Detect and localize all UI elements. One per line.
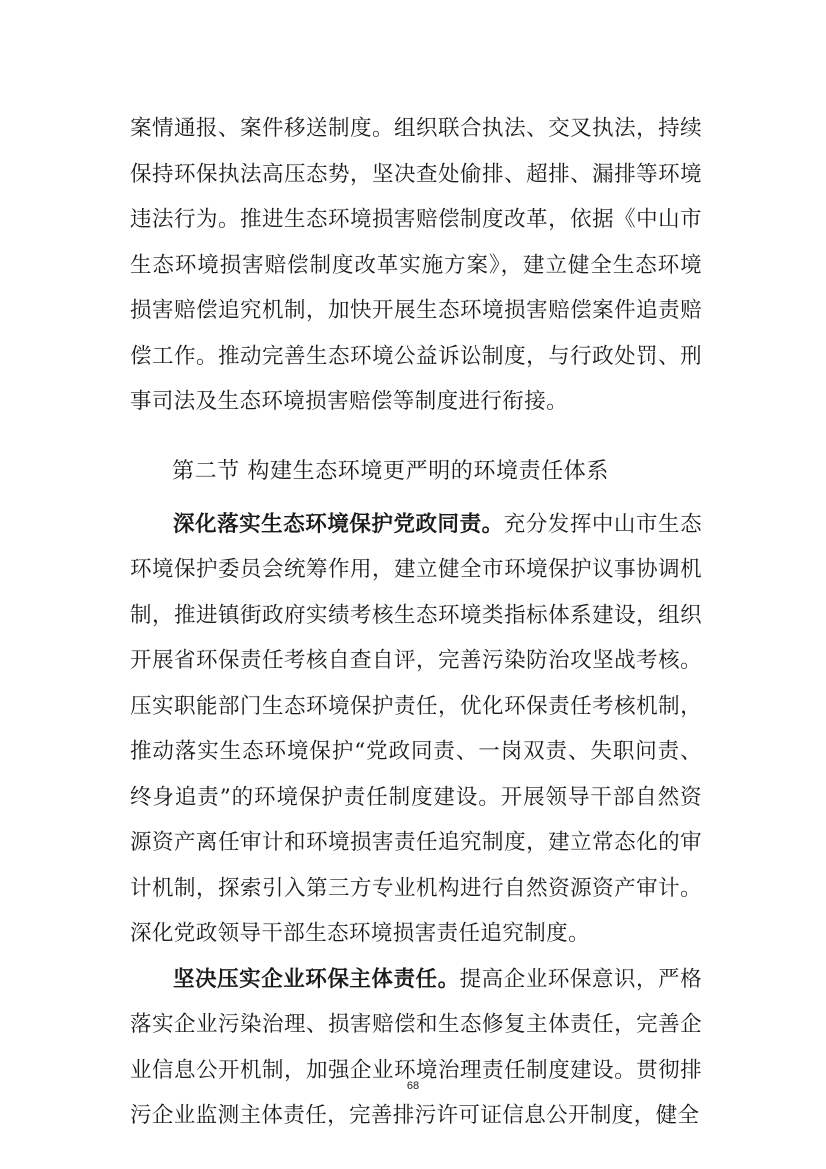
paragraph-lead-text: 坚决压实企业环保主体责任。 [173, 966, 460, 992]
paragraph-lead-text: 深化落实生态环境保护党政同责。 [173, 511, 504, 537]
page-number: 68 [406, 1080, 420, 1092]
paragraph-body-text: 提高企业环保意识，严格落实企业污染治理、损害赔偿和生态修复主体责任，完善企业信息公开机制，加强企业环境治理责任制度建设。贯彻排污企业监测主体责任，完善排污许可证信息公开制度，健全 [130, 966, 703, 1128]
paragraph-case-reporting: 案情通报、案件移送制度。组织联合执法、交叉执法，持续保持环保执法高压态势，坚决查处偷排、超排、漏排等环境违法行为。推进生态环境损害赔偿制度改革，依据《中山市生态环境损害赔偿制度改革实施方案》，建立健全生态环境损害赔偿追究机制，加快开展生态环境损害赔偿案件追责赔偿工作。推动完善生态环境公益诉讼制度，与行政处罚、刑事司法及生态环境损害赔偿等制度进行衔接。 [130, 116, 702, 414]
paragraph-party-government-responsibility [130, 502, 702, 957]
paragraph-enterprise-responsibility [130, 957, 702, 1139]
document-body [130, 106, 702, 1139]
section-heading: 第二节 构建生态环境更严明的环境责任体系 [172, 458, 609, 484]
paragraph-body-text: 充分发挥中山市生态环境保护委员会统筹作用，建立健全市环境保护议事协调机制，推进镇街政府实绩考核生态环境类指标体系建设，组织开展省环保责任考核自查自评，完善污染防治攻坚战考核。压实职能部门生态环境保护责任，优化环保责任考核机制，推动落实生态环境保护“党政同责、一岗双责、失职问责、终身追责”的环境保护责任制度建设。开展领导干部自然资源资产离任审计和环境损害责任追究制度，建立常态化的审计机制，探索引入第三方专业机构进行自然资源资产审计。深化党政领导干部生态环境损害责任追究制度。 [130, 511, 702, 946]
